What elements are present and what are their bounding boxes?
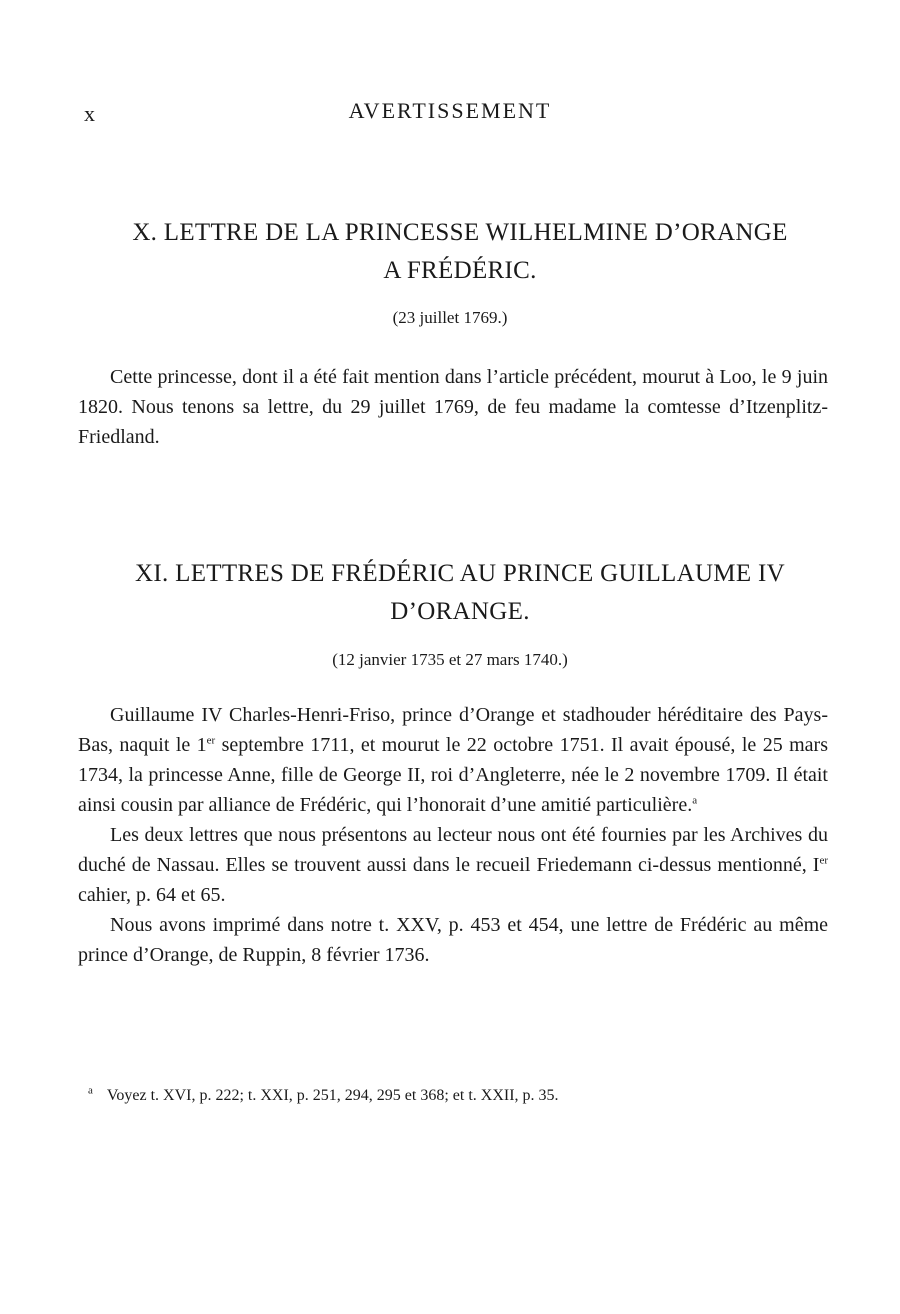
section-x-title-line1: X. LETTRE DE LA PRINCESSE WILHELMINE D’ORANGE — [132, 219, 788, 246]
page-number: x — [84, 101, 96, 126]
text-run: septembre 1711, et mourut le 22 octobre 1751. Il avait épousé, le 25 mars 1734, la princesse Anne, fille de George II, roi d’Angleterre, née le 2 novembre 1709. Il était ainsi cousin par alliance de Frédéric, qui l’honorait d’une amitié particulière. — [78, 734, 828, 816]
section-x-paragraph: Cette princesse, dont il a été fait mention dans l’article précédent, mourut à Loo, le 9 juin 1820. Nous tenons sa lettre, du 29 juillet 1769, de feu madame la comtesse d’Itzenplitz-Friedland. — [78, 366, 828, 448]
text-run: cahier, p. 64 et 65. — [78, 884, 226, 906]
section-xi-paragraph-3: Nous avons imprimé dans notre t. XXV, p. 453 et 454, une lettre de Frédéric au même prince d’Orange, de Ruppin, 8 février 1736. — [78, 914, 828, 966]
section-xi-date: (12 janvier 1735 et 27 mars 1740.) — [332, 650, 568, 669]
superscript: er — [819, 854, 828, 867]
running-head: AVERTISSEMENT — [348, 98, 552, 123]
section-xi-title-line2: D’ORANGE. — [390, 598, 530, 625]
superscript: er — [206, 734, 216, 747]
footnote-marker: a — [88, 1084, 93, 1097]
section-xi-paragraph-1 — [78, 700, 828, 820]
section-x-title — [70, 214, 850, 290]
text-run: Guillaume IV Charles-Henri-Friso, prince d’Orange et stadhouder héréditaire des Pays-Bas, naquit le 1 — [78, 704, 828, 756]
section-xi-body — [78, 700, 828, 970]
section-x-body — [78, 362, 828, 452]
section-xi-title — [70, 555, 850, 631]
section-x-title-line2: A FRÉDÉRIC. — [383, 257, 537, 284]
footnote — [88, 1084, 868, 1105]
footnote-reference: a — [692, 794, 698, 807]
text-run: Les deux lettres que nous présentons au lecteur nous ont été fournies par les Archives du duché de Nassau. Elles se trouvent aussi dans le recueil Friedemann ci-dessus mentionné, I — [78, 824, 828, 876]
section-xi-paragraph-2 — [78, 820, 828, 910]
section-xi-title-line1: XI. LETTRES DE FRÉDÉRIC AU PRINCE GUILLAUME IV — [135, 560, 785, 587]
section-x-date: (23 juillet 1769.) — [392, 308, 508, 327]
footnote-text: Voyez t. XVI, p. 222; t. XXI, p. 251, 294, 295 et 368; et t. XXII, p. 35. — [106, 1087, 559, 1104]
